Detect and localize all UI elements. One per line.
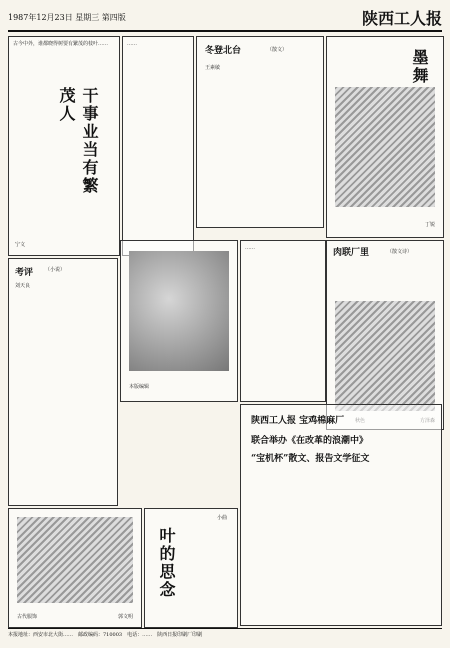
notice-org: 陕西工人报 宝鸡棉麻厂	[251, 416, 345, 426]
story-subtitle: （小说）	[45, 267, 66, 273]
story-headline: 考评	[15, 268, 34, 278]
leaf-headline: 叶的思念	[157, 527, 176, 599]
portrait-text: ……	[240, 240, 326, 402]
autumn-illustration	[335, 301, 435, 411]
left-article	[8, 36, 120, 256]
right-art-column	[326, 36, 444, 238]
notice-headline-1: 联合举办《在改革的浪潮中》	[251, 436, 369, 446]
story-article	[8, 258, 118, 506]
center-subtitle: （散文）	[267, 47, 288, 53]
left-intro: 古今中外，谁都晓得树要有繁茂的枝叶……	[13, 41, 109, 47]
center-left-strip: ……	[122, 36, 194, 256]
costume-headline: 古代服饰	[17, 614, 38, 620]
masthead	[8, 6, 442, 32]
costume-illustration	[17, 517, 133, 603]
costume-art	[8, 508, 142, 628]
portrait-image	[129, 251, 229, 371]
center-author: 王素敏	[205, 65, 221, 71]
scenery-subtitle: （散文诗）	[387, 249, 413, 255]
masthead-date: 1987年12月23日 星期三 第四版	[8, 13, 126, 22]
costume-author: 郭文明	[117, 614, 133, 620]
center-headline: 冬登北台	[205, 46, 242, 56]
left-headline: 干事业当有繁茂人	[57, 87, 99, 195]
dancer-illustration	[335, 87, 435, 207]
portrait-caption: 本版编辑	[129, 384, 150, 390]
scenery-headline: 肉联厂里	[333, 248, 370, 258]
story-author: 刘天良	[15, 283, 31, 289]
leaf-article	[144, 508, 238, 628]
leaf-category: 小曲	[216, 515, 227, 521]
right-headline: 墨舞	[410, 49, 429, 85]
notice-box	[240, 404, 442, 626]
right-caption: 丁锐	[424, 222, 435, 228]
footer: 本报地址：西安市北大街…… 邮政编码：710003 电话：…… 陕西日报印刷厂印刷	[8, 628, 442, 643]
portrait-panel	[120, 240, 238, 402]
left-author: 宁文	[15, 242, 26, 248]
notice-headline-2: “宝机杯”散文、报告文学征文	[251, 454, 370, 464]
center-article	[196, 36, 324, 228]
scenery-box	[326, 240, 444, 430]
masthead-logo: 陕西工人报	[361, 9, 442, 28]
